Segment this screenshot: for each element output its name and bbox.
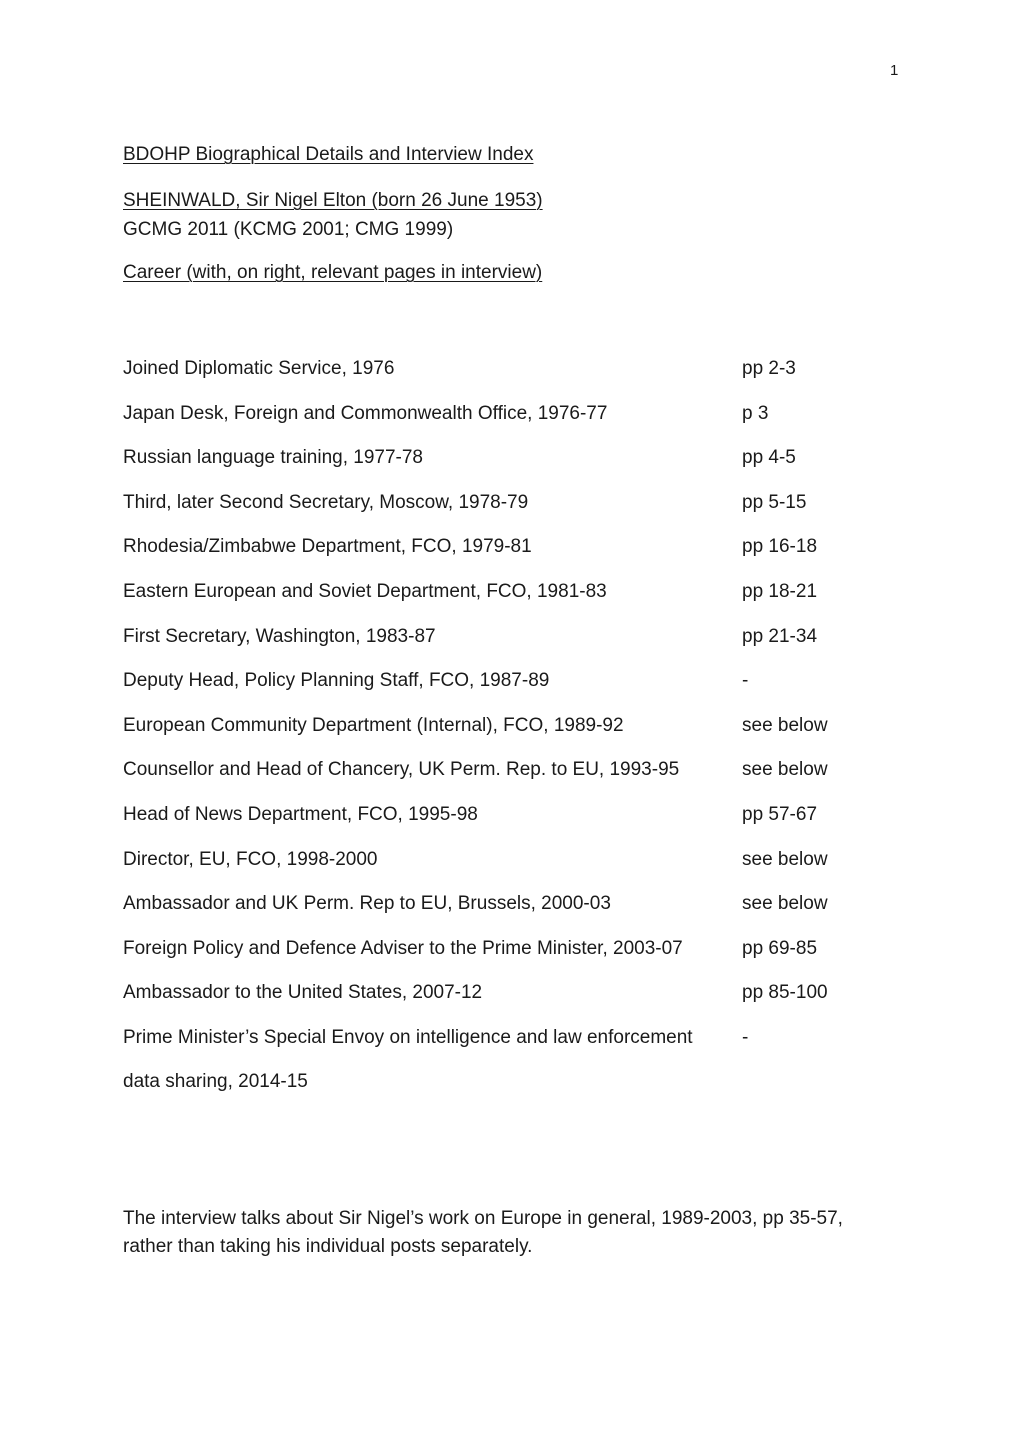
career-post: Japan Desk, Foreign and Commonwealth Office, 1976-77 (123, 402, 608, 424)
career-row (123, 492, 903, 537)
career-row (123, 358, 903, 403)
career-row (123, 670, 903, 715)
document-title: BDOHP Biographical Details and Interview Index (123, 144, 534, 165)
career-pages: see below (742, 759, 828, 781)
career-post: Prime Minister’s Special Envoy on intelligence and law enforcement (123, 1026, 693, 1048)
career-post: Ambassador to the United States, 2007-12 (123, 982, 483, 1004)
career-pages: pp 4-5 (742, 447, 796, 469)
career-pages: see below (742, 848, 828, 870)
career-pages: pp 5-15 (742, 491, 807, 513)
career-list (123, 358, 903, 1072)
subject-name: SHEINWALD, Sir Nigel Elton (born 26 June 1953) (123, 190, 543, 211)
career-heading: Career (with, on right, relevant pages in interview) (123, 262, 543, 283)
career-pages: pp 18-21 (742, 580, 818, 602)
career-row (123, 938, 903, 983)
career-pages: - (742, 1026, 749, 1048)
career-post: Ambassador and UK Perm. Rep to EU, Brussels, 2000-03 (123, 893, 611, 915)
career-post: Head of News Department, FCO, 1995-98 (123, 803, 478, 825)
career-pages: pp 21-34 (742, 625, 818, 647)
page-number: 1 (890, 62, 899, 79)
career-pages: see below (742, 893, 828, 915)
career-post: Rhodesia/Zimbabwe Department, FCO, 1979-81 (123, 536, 532, 558)
career-post: European Community Department (Internal), FCO, 1989-92 (123, 714, 624, 736)
career-continuation: data sharing, 2014-15 (123, 1071, 308, 1092)
career-row (123, 447, 903, 492)
career-pages: pp 2-3 (742, 358, 796, 379)
career-pages: see below (742, 714, 828, 736)
career-post: Deputy Head, Policy Planning Staff, FCO, 1987-89 (123, 670, 550, 692)
career-row (123, 403, 903, 448)
career-row (123, 536, 903, 581)
interview-note: The interview talks about Sir Nigel’s work on Europe in general, 1989-2003, pp 35-57, rather than taking his individual posts separately. (123, 1208, 843, 1257)
career-row (123, 893, 903, 938)
career-row (123, 804, 903, 849)
career-pages: pp 85-100 (742, 982, 828, 1004)
career-post: Foreign Policy and Defence Adviser to the Prime Minister, 2003-07 (123, 937, 683, 959)
career-row (123, 581, 903, 626)
career-post: Third, later Second Secretary, Moscow, 1978-79 (123, 491, 529, 513)
career-post: First Secretary, Washington, 1983-87 (123, 625, 436, 647)
career-post: Russian language training, 1977-78 (123, 447, 423, 469)
career-row (123, 759, 903, 804)
career-row (123, 715, 903, 760)
career-pages: - (742, 670, 749, 692)
career-pages: pp 57-67 (742, 803, 818, 825)
career-post: Eastern European and Soviet Department, FCO, 1981-83 (123, 580, 607, 602)
career-pages: p 3 (742, 402, 769, 424)
career-post: Joined Diplomatic Service, 1976 (123, 358, 395, 379)
career-pages: pp 69-85 (742, 937, 818, 959)
career-row (123, 1027, 903, 1072)
career-post: Counsellor and Head of Chancery, UK Perm. Rep. to EU, 1993-95 (123, 759, 680, 781)
career-post: Director, EU, FCO, 1998-2000 (123, 848, 378, 870)
career-row (123, 982, 903, 1027)
career-row (123, 849, 903, 894)
subject-honours: GCMG 2011 (KCMG 2001; CMG 1999) (123, 219, 454, 240)
career-pages: pp 16-18 (742, 536, 818, 558)
career-row (123, 626, 903, 671)
